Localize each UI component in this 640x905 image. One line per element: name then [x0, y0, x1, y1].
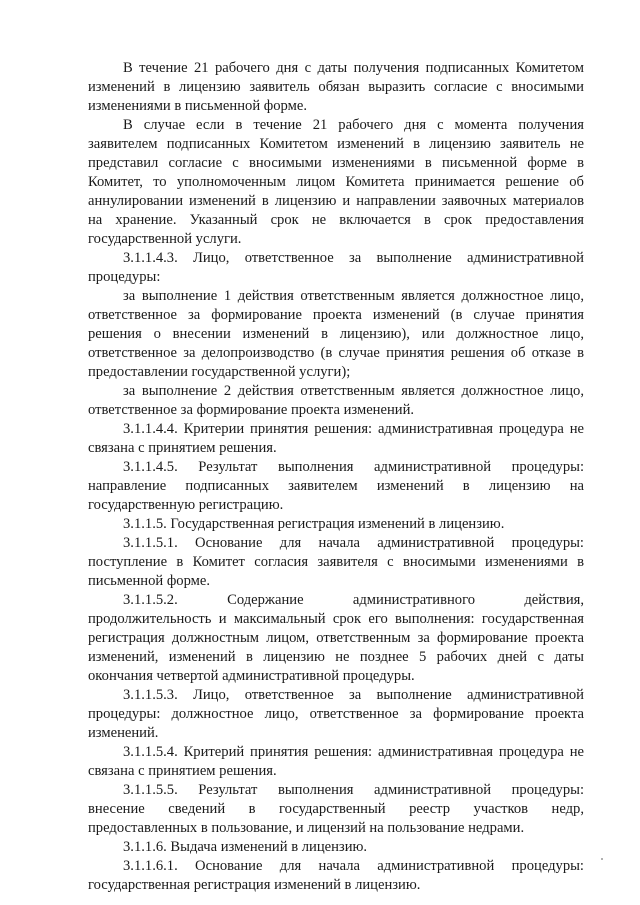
text-line: ответственное за формирование проекта изменений (в случае принятия [88, 307, 584, 323]
text-line: 3.1.1.4.4. Критерии принятия решения: административная процедура не [123, 421, 584, 437]
text-line: государственной услуги. [88, 231, 242, 247]
text-line: связана с принятием решения. [88, 440, 277, 456]
text-line: за выполнение 1 действия ответственным является должностное лицо, [123, 288, 584, 304]
text-line: 3.1.1.5.4. Критерий принятия решения: административная процедура не [123, 744, 584, 760]
text-line: поступление в Комитет согласия заявителя с вносимыми изменениями в [88, 554, 584, 570]
text-line: 3.1.1.5.5. Результат выполнения административной процедуры: [123, 782, 584, 798]
text-line: 3.1.1.5.1. Основание для начала административной процедуры: [123, 535, 584, 551]
scan-speck [601, 858, 603, 860]
text-line: изменений, изменений в лицензию не позднее 5 рабочих дней с даты [88, 649, 584, 665]
text-line: за выполнение 2 действия ответственным является должностное лицо, [123, 383, 584, 399]
text-line: 3.1.1.4.3. Лицо, ответственное за выполнение административной [123, 250, 584, 266]
text-line: 3.1.1.5.2. Содержание административного действия, [123, 592, 584, 608]
text-line: заявителем подписанных Комитетом изменений в лицензию заявитель не [88, 136, 584, 152]
text-line: 3.1.1.5.3. Лицо, ответственное за выполнение административной [123, 687, 584, 703]
text-line: направление подписанных заявителем изменений в лицензию на [88, 478, 584, 494]
text-line: окончания четвертой административной процедуры. [88, 668, 415, 684]
text-line: ответственное за формирование проекта изменений. [88, 402, 415, 418]
text-line: изменениями в письменной форме. [88, 98, 307, 114]
text-line: изменений в лицензию заявитель обязан выразить согласие с вносимыми [88, 79, 584, 95]
text-line: продолжительность и максимальный срок его выполнения: государственная [88, 611, 584, 627]
text-line: изменений. [88, 725, 159, 741]
text-line: государственную регистрацию. [88, 497, 284, 513]
text-line: 3.1.1.4.5. Результат выполнения административной процедуры: [123, 459, 584, 475]
text-line: государственная регистрация изменений в лицензию. [88, 877, 421, 893]
text-line: процедуры: [88, 269, 161, 285]
text-line: 3.1.1.5. Государственная регистрация изменений в лицензию. [123, 516, 505, 532]
text-line: 3.1.1.6.1. Основание для начала административной процедуры: [123, 858, 584, 874]
text-line: В случае если в течение 21 рабочего дня с момента получения [123, 117, 584, 133]
text-line: 3.1.1.6. Выдача изменений в лицензию. [123, 839, 368, 855]
text-line: предоставлении государственной услуги); [88, 364, 351, 380]
text-line: Комитет, то уполномоченным лицом Комитета принимается решение об [88, 174, 584, 190]
text-line: внесение сведений в государственный реестр участков недр, [88, 801, 584, 817]
text-line: на хранение. Указанный срок не включается в срок предоставления [88, 212, 584, 228]
text-line: В течение 21 рабочего дня с даты получения подписанных Комитетом [123, 60, 584, 76]
text-line: аннулировании изменений в лицензию и направлении заявочных материалов [88, 193, 584, 209]
text-line: письменной форме. [88, 573, 211, 589]
text-line: предоставленных в пользование, и лицензий на пользование недрами. [88, 820, 525, 836]
text-line: представил согласие с вносимыми изменениями в письменной форме в [88, 155, 584, 171]
text-line: процедуры: должностное лицо, ответственное за формирование проекта [88, 706, 584, 722]
text-line: ответственное за делопроизводство (в случае принятия решения об отказе в [88, 345, 584, 361]
text-line: связана с принятием решения. [88, 763, 277, 779]
text-line: регистрация должностным лицом, ответственным за формирование проекта [88, 630, 584, 646]
text-line: решения о внесении изменений в лицензию), или должностное лицо, [88, 326, 584, 342]
